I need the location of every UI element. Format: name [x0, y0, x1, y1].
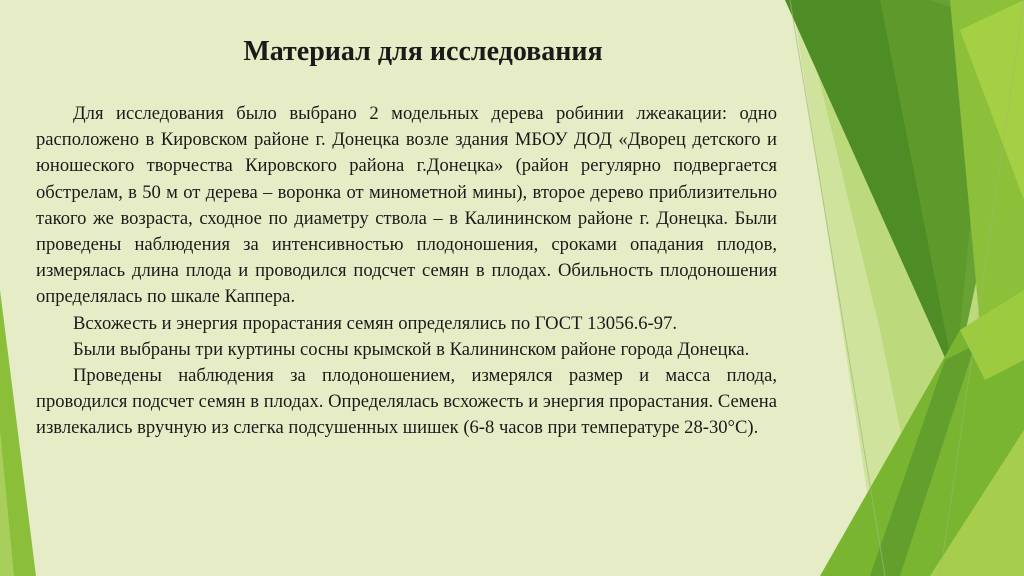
- paragraph: Для исследования было выбрано 2 модельных дерева робинии лжеакации: одно расположено в Кировском районе г. Донецка возле здания МБОУ ДОД «Дворец детского и юношеского творчества Кировского района г.Донецка» (район регулярно подвергается обстрелам, в 50 м от дерева – воронка от минометной мины), второе дерево приблизительно такого же возраста, сходное по диаметру ствола – в Калининском районе г. Донецка. Были проведены наблюдения за интенсивностью плодоношения, сроками опадания плодов, измерялась длина плода и проводился подсчет семян в плодах. Обильность плодоношения определялась по шкале Каппера.: [36, 103, 777, 308]
- slide-title: Материал для исследования: [243, 36, 603, 67]
- paragraph: Были выбраны три куртины сосны крымской в Калининском районе города Донецка.: [73, 338, 750, 360]
- paragraph: Проведены наблюдения за плодоношением, измерялся размер и масса плода, проводился подсчет семян в плодах. Определялась всхожесть и энергия прорастания. Семена извлекались вручную из слегка подсушенных шишек (6-8 часов при температуре 28-30°С).: [36, 365, 777, 439]
- paragraph: Всхожесть и энергия прорастания семян определялись по ГОСТ 13056.6-97.: [73, 312, 678, 334]
- slide-body: [36, 101, 777, 442]
